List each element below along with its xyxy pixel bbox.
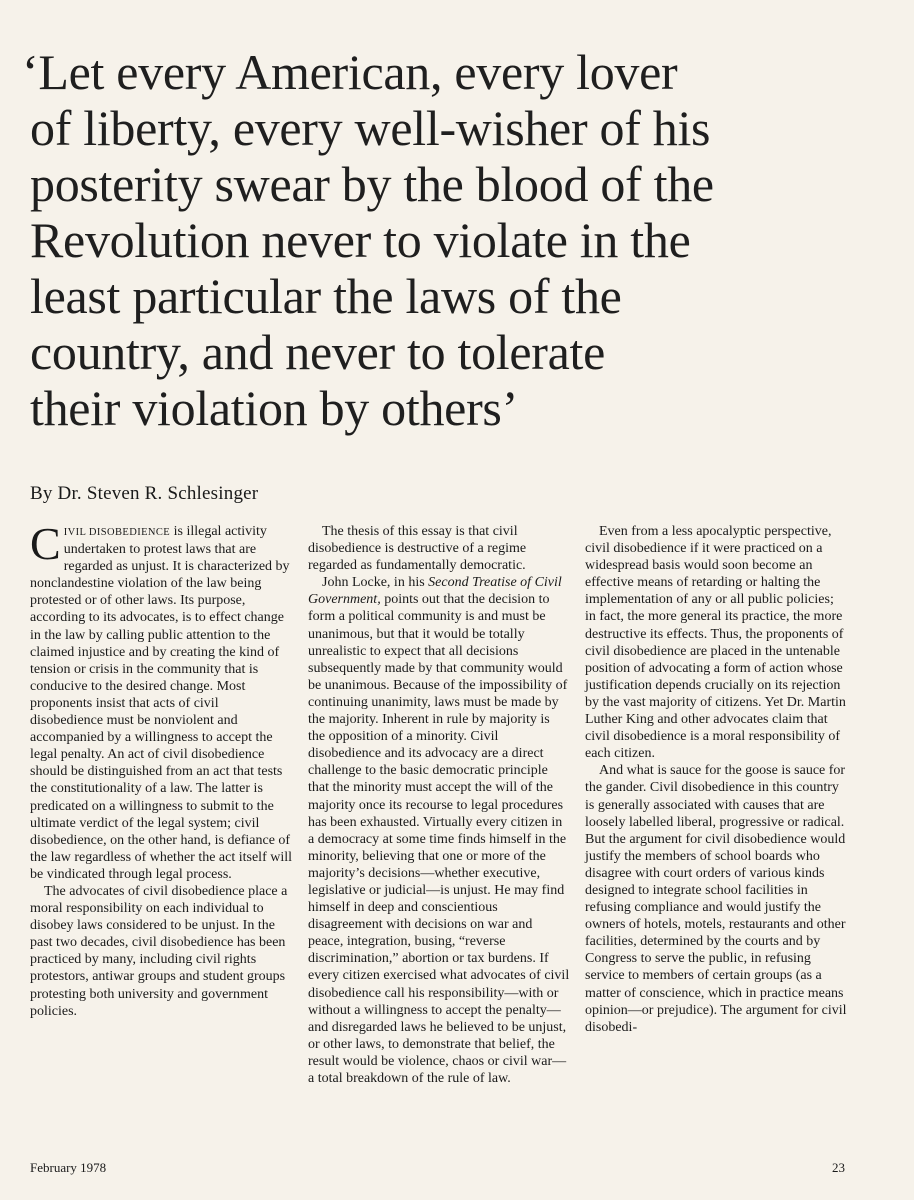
paragraph-text: John Locke, in his <box>322 575 429 591</box>
headline-line: ‘Let every American, every lover <box>22 44 678 100</box>
paragraph: Even from a less apocalyptic perspective, civil disobedience if it were practiced on a widespread basis would soon become an effective means of retarding or halting the implementation of any or all public policies; in fact, the more general its practice, the more destructive its effects. Thus, the proponents of civil disobedience are placed in the untenable position of advocating a form of action whose justification depends crucially on its rejection by the vast majority of citizens. Yet Dr. Martin Luther King and other advocates claim that civil disobedience is a moral responsibility of each citizen. <box>585 524 846 762</box>
article-column-1 <box>30 518 293 1020</box>
author-byline: By Dr. Steven R. Schlesinger <box>30 483 259 504</box>
headline-line: posterity swear by the blood of the <box>30 156 714 212</box>
drop-cap: C <box>30 518 61 569</box>
headline-line: Revolution never to violate in the <box>30 212 691 268</box>
paragraph: And what is sauce for the goose is sauce for the gander. Civil disobedience in this country is generally associated with causes that are loosely labelled liberal, progressive or radical. But the argument for civil disobedience would justify the members of school boards who disagree with court orders of various kinds designed to integrate school facilities in refusing compliance and would justify the owners of hotels, motels, restaurants and other facilities, determined by the courts and by Congress to serve the public, in refusing service to members of certain groups (as a matter of conscience, which in practice means opinion—or prejudice). The argument for civil disobedi- <box>585 763 847 1035</box>
book-title: Second Treatise of Civil Government, <box>308 575 562 608</box>
headline-line: of liberty, every well-wisher of his <box>30 100 711 156</box>
article-column-3 <box>585 523 847 1036</box>
paragraph <box>30 518 293 883</box>
paragraph: The advocates of civil disobedience place a moral responsibility on each individual to disobey laws considered to be unjust. In the past two decades, civil disobedience has been practiced by many, including civil rights protestors, antiwar groups and student groups protesting both university and government policies. <box>30 883 288 1019</box>
headline-quote <box>22 44 882 436</box>
headline-line: least particular the laws of the <box>30 268 622 324</box>
article-column-2 <box>308 523 570 1087</box>
paragraph <box>308 574 570 1087</box>
paragraph-text: points out that the decision to form a political community is and must be unanimous, but that it would be totally unrealistic to expect that all decisions subsequently made by that community would be unanimous. Because of the impossibility of continuing unanimity, laws must be made by the majority. Inherent in rule by majority is the opposition of a minority. Civil disobedience and its advocacy are a direct challenge to the basic democratic principle that the minority must accept the will of the majority once its recourse to legal procedures has been exhausted. Virtually every citizen in a democracy at some time finds himself in the minority, believing that one or more of the majority’s decisions—whether executive, legislative or judicial—is unjust. He may find himself in deep and conscientious disagreement with decisions on war and peace, integration, busing, “reverse discrimination,” abortion or tax burdens. If every citizen exercised what advocates of civil disobedience call his responsibility—with or without a willingness to accept the penalty—and disregarded laws he believed to be unjust, or other laws, to demonstrate that belief, the result would be violence, chaos or civil war—a total breakdown of the rule of law. <box>308 592 570 1086</box>
paragraph: The thesis of this essay is that civil disobedience is destructive of a regime regarded as fundamentally democratic. <box>308 524 527 574</box>
issue-date: February 1978 <box>30 1160 107 1175</box>
page-number: 23 <box>832 1160 845 1175</box>
headline-line: their violation by others’ <box>30 380 518 436</box>
headline-line: country, and never to tolerate <box>30 324 606 380</box>
small-caps-lead: IVIL DISOBEDIENCE <box>63 527 171 538</box>
paragraph-text: is illegal activity undertaken to protest laws that are regarded as unjust. It is characterized by nonclandestine violation of the law being protested or of other laws. Its purpose, according to its advocates, is to effect change in the law by calling public attention to the claimed injustice and by creating the kind of tension or crisis in the community that is conducive to the desired change. Most proponents insist that acts of civil disobedience must be nonviolent and accompanied by a willingness to accept the legal penalty. An act of civil disobedience should be distinguished from an act that tests the constitutionality of a law. The latter is predicated on a willingness to submit to the ultimate verdict of the legal system; civil disobedience, on the other hand, is defiance of the law regardless of whether the act itself will be vindicated through legal process. <box>30 524 293 882</box>
